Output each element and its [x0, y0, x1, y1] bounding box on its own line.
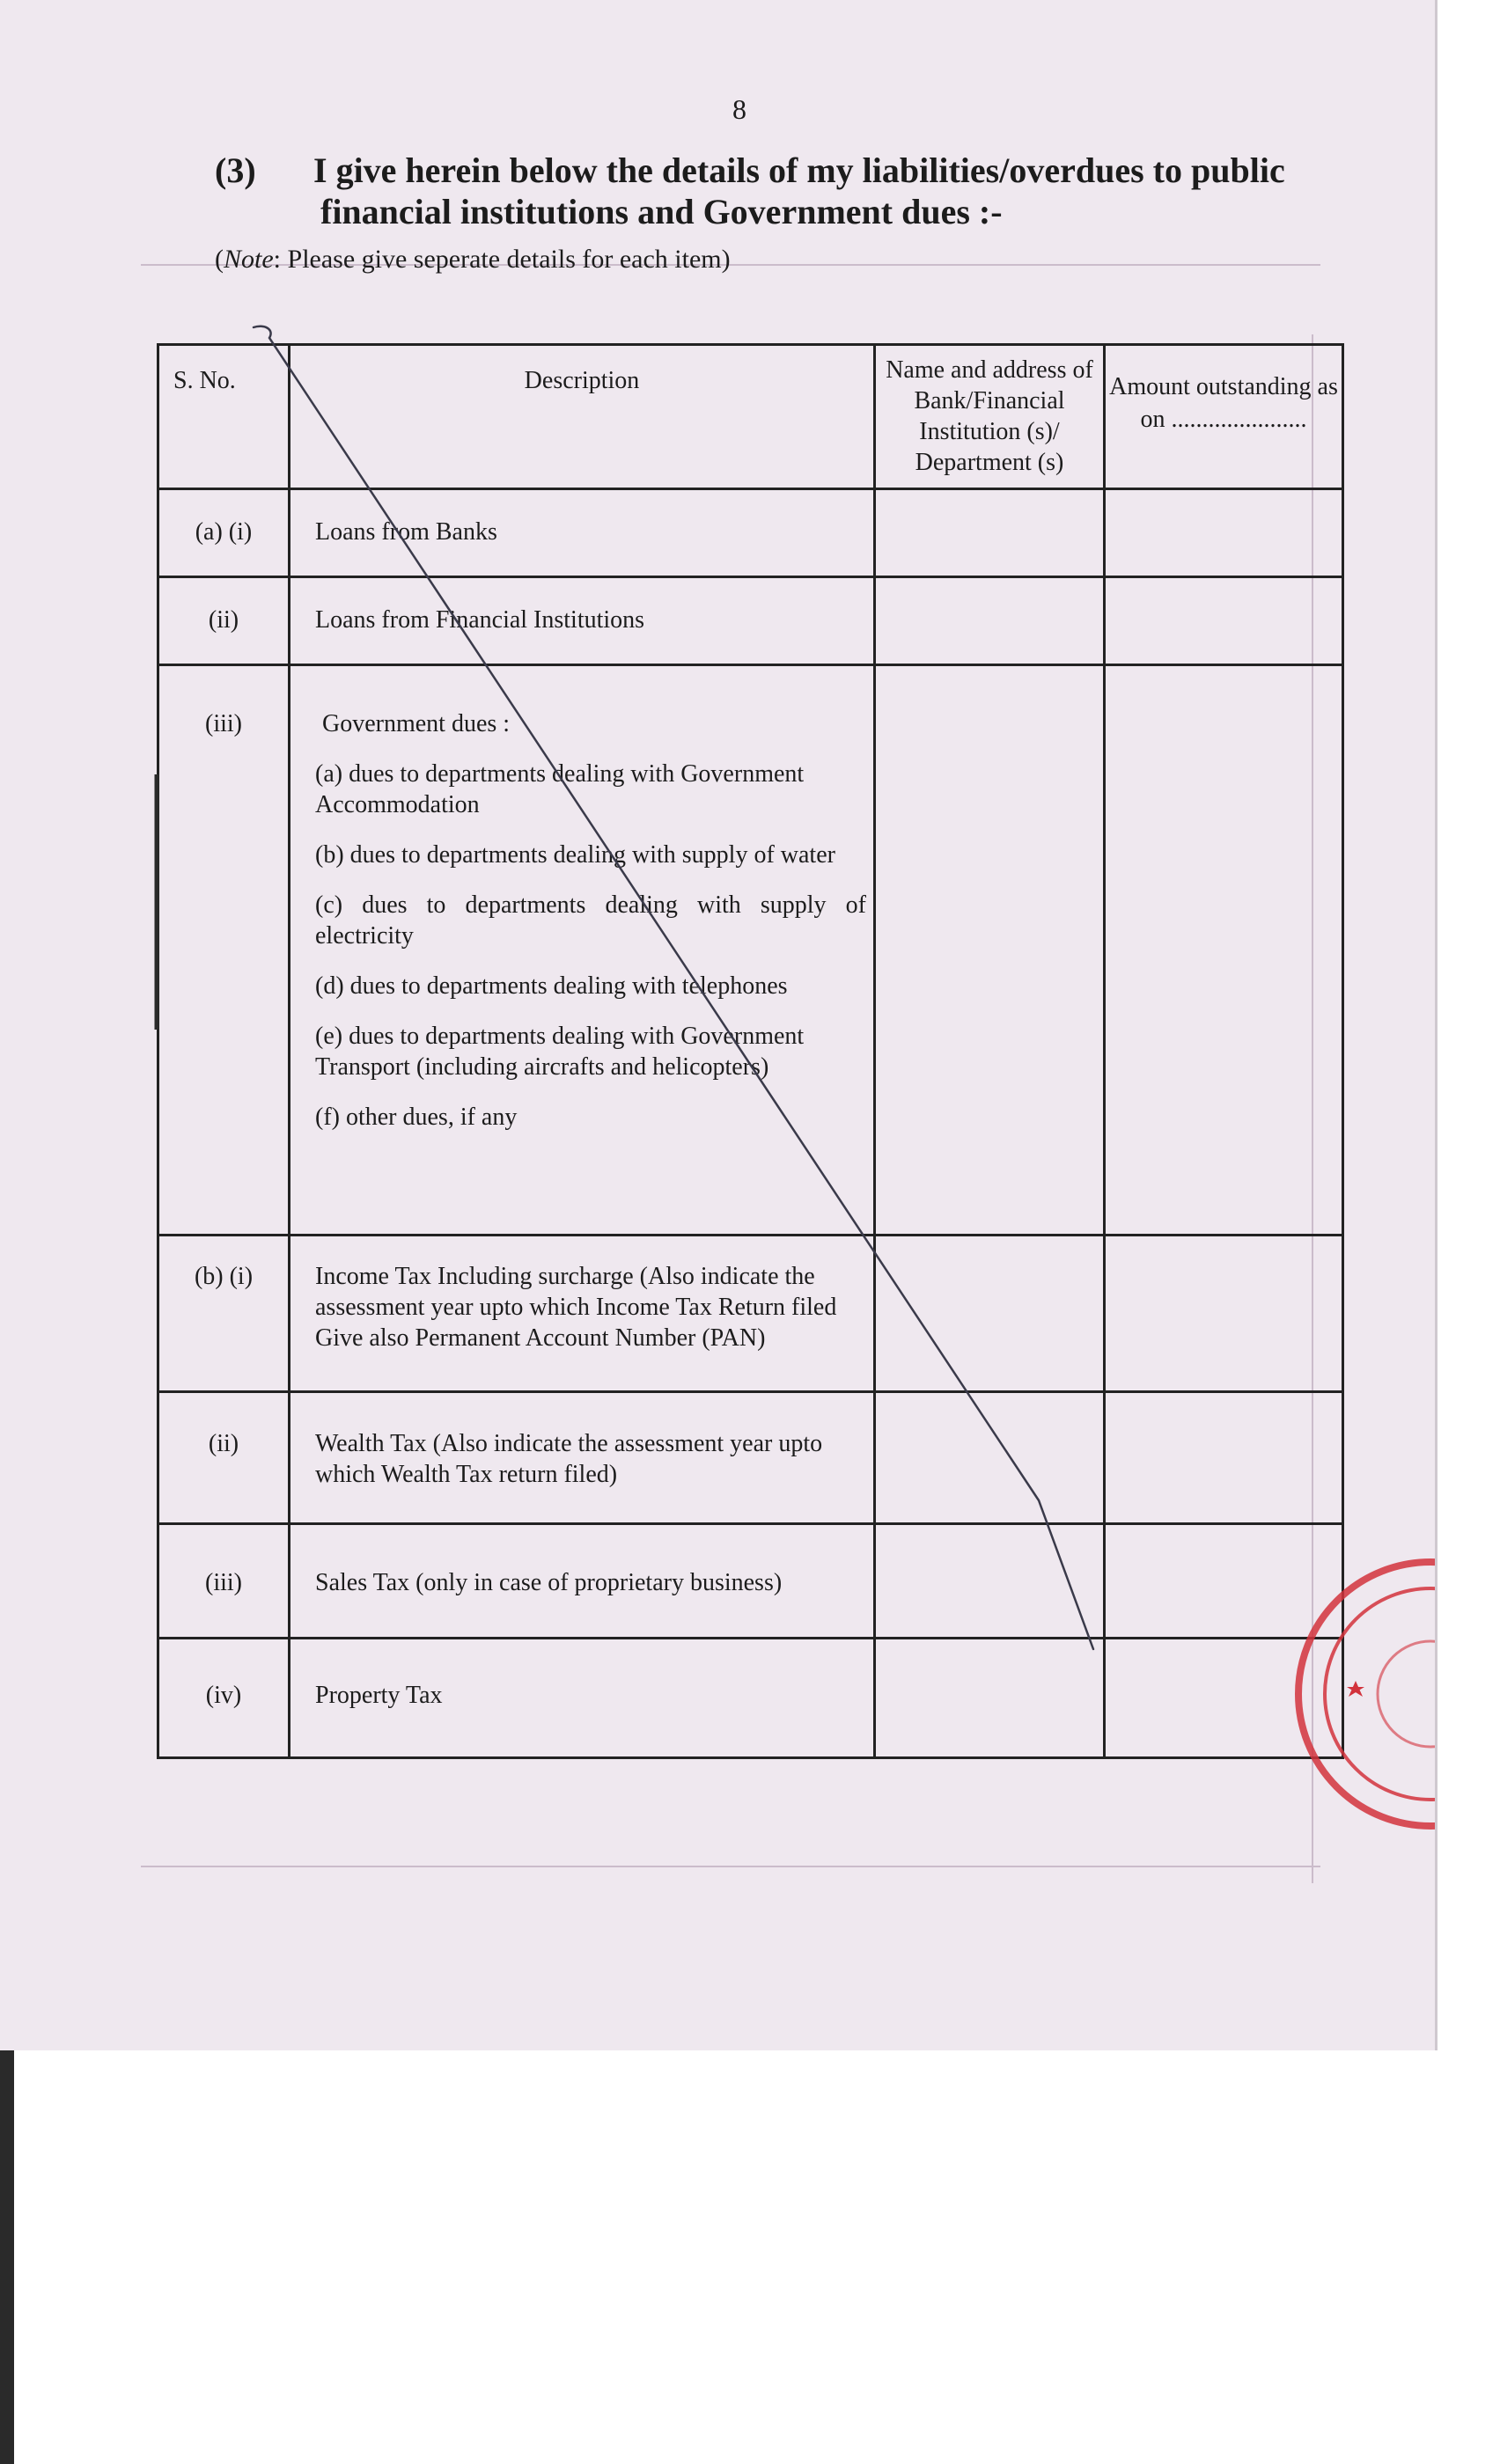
- section-heading-line-1: I give herein below the details of my liabilities/overdues to public: [313, 150, 1285, 190]
- star-icon: [1347, 1681, 1364, 1697]
- diagonal-strike-line: [254, 326, 1093, 1649]
- dues-item: (a) dues to departments dealing with Government Accommodation: [315, 760, 805, 818]
- row-sno: (b) (i): [158, 1236, 290, 1392]
- header-amount: Amount outstanding as on ......................: [1105, 345, 1343, 489]
- note-text: : Please give seperate details for each item): [273, 245, 731, 274]
- dues-item: (c) dues to departments dealing with supply of electricity: [315, 891, 866, 950]
- note: (Note: Please give seperate details for each item): [215, 245, 731, 274]
- header-institution: Name and address of Bank/Financial Institution (s)/ Department (s): [875, 345, 1105, 489]
- row-description: Income Tax Including surcharge (Also indicate the assessment year upto which Income Tax Return filed Give also Permanent Account Number (PAN): [290, 1236, 875, 1392]
- scan-edge: [0, 2050, 14, 2464]
- header-sno: S. No.: [158, 345, 290, 489]
- dues-item: (e) dues to departments dealing with Government Transport (including aircrafts and helicopters): [315, 1023, 805, 1081]
- row-sno: (iii): [158, 1524, 290, 1639]
- row-description: Sales Tax (only in case of proprietary business): [290, 1524, 875, 1639]
- official-seal-stamp: [1250, 1549, 1435, 1839]
- row-sno: (ii): [158, 1392, 290, 1524]
- page-number: 8: [732, 93, 746, 125]
- dues-item: (b) dues to departments dealing with supply of water: [315, 841, 835, 869]
- dues-item: (d) dues to departments dealing with telephones: [315, 972, 788, 1000]
- dues-item: (f) other dues, if any: [315, 1104, 518, 1131]
- row-description: Wealth Tax (Also indicate the assessment year upto which Wealth Tax return filed): [290, 1392, 875, 1524]
- row-sno: (a) (i): [158, 489, 290, 577]
- row-description: Loans from Financial Institutions: [290, 577, 875, 665]
- row-description: Loans from Banks: [290, 489, 875, 577]
- section-number: (3): [215, 150, 256, 190]
- row-sno: (iv): [158, 1639, 290, 1758]
- header-description: Description: [290, 345, 875, 489]
- note-label: Note: [224, 245, 274, 274]
- row-description: Property Tax: [290, 1639, 875, 1758]
- section-heading-line-2: financial institutions and Government dues :-: [320, 192, 1003, 231]
- row-sno: (iii): [158, 665, 290, 1236]
- government-dues-title: Government dues :: [322, 710, 511, 737]
- row-sno: (ii): [158, 577, 290, 665]
